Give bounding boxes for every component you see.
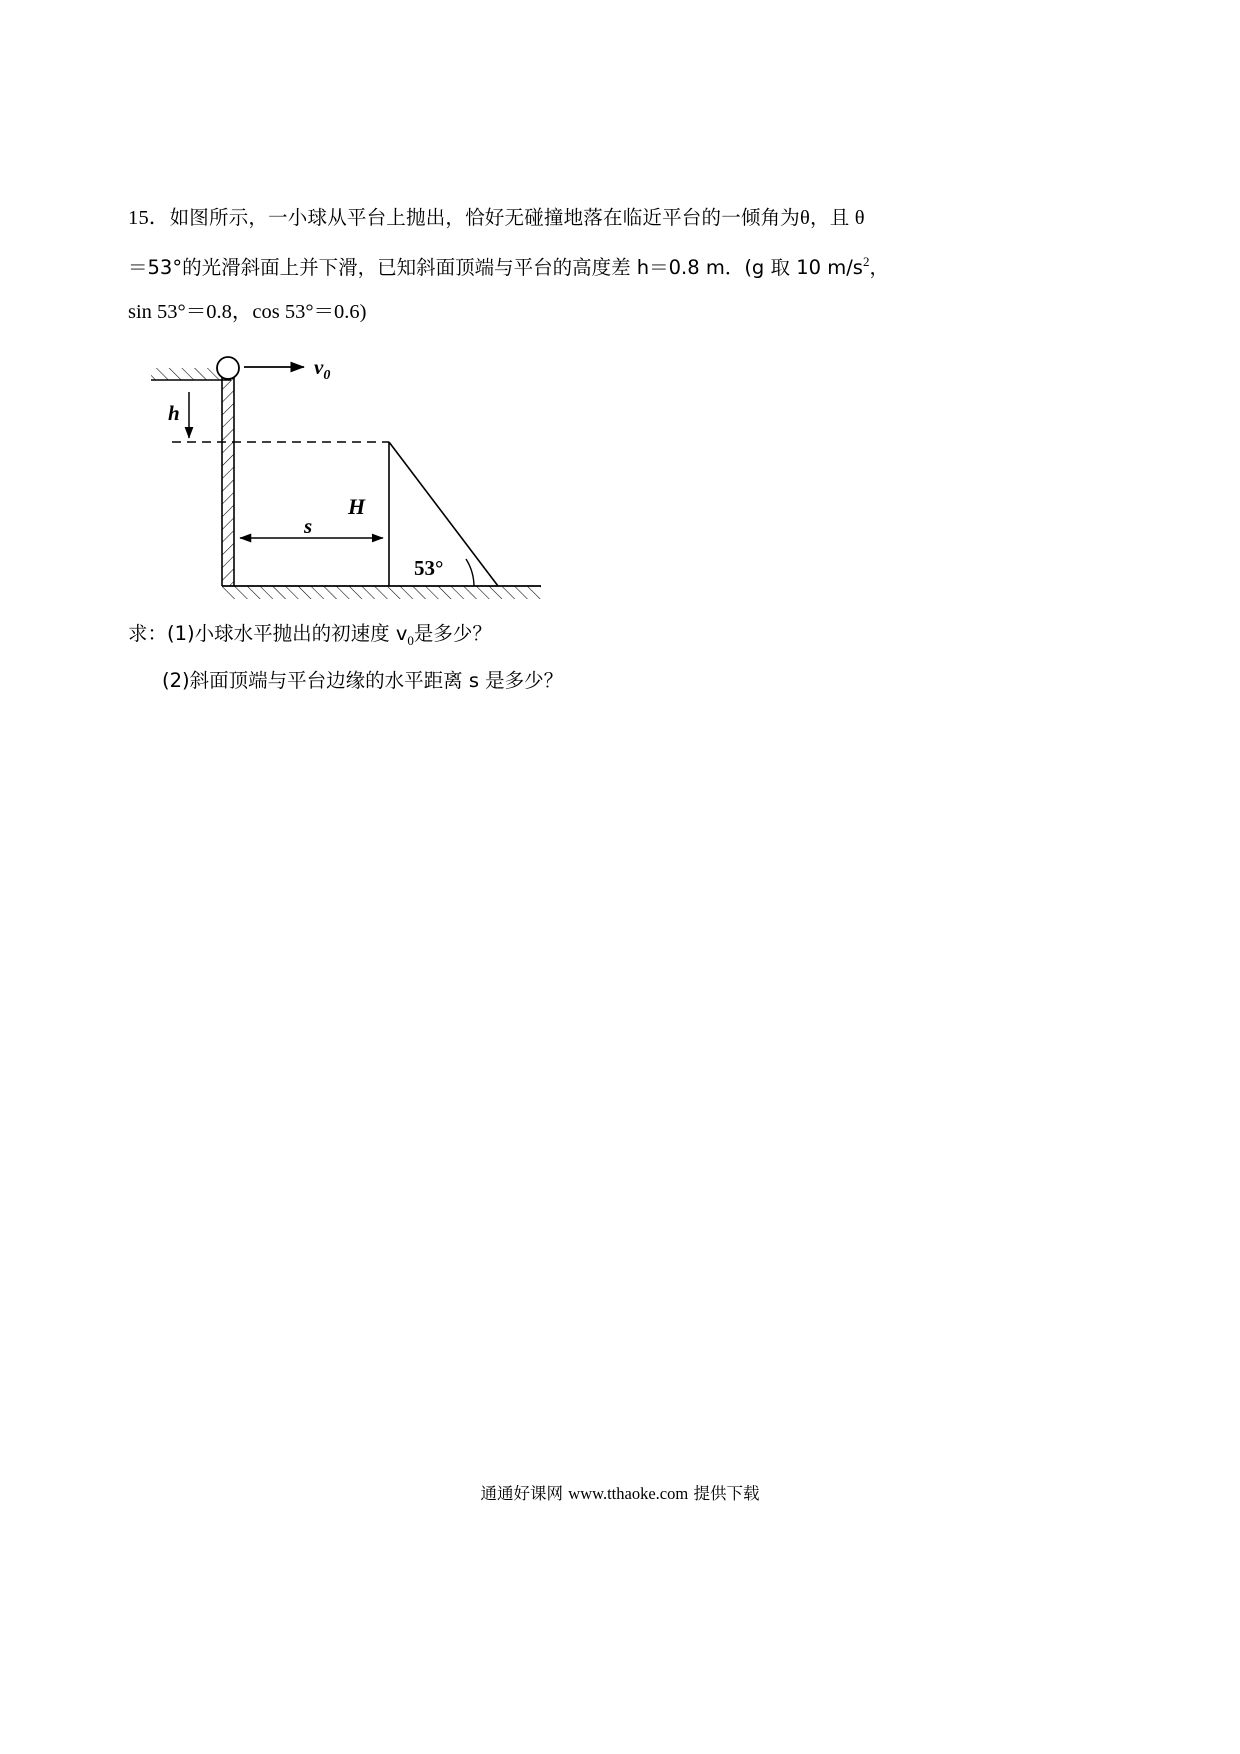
- theta-symbol-2: θ: [854, 207, 865, 229]
- ask-item-1-sub: 0: [407, 632, 414, 648]
- question-line-2: [128, 240, 1028, 290]
- question-line-2-comma: ，: [869, 255, 889, 279]
- ask-line-1: [128, 614, 1028, 661]
- angle-arc: [466, 559, 474, 586]
- platform-wall-hatch: [222, 374, 234, 586]
- ask-item-1-text: (1)小球水平抛出的初速度 v: [167, 621, 408, 645]
- ask-item-1-tail: 是多少？: [413, 621, 492, 645]
- physics-figure: [136, 348, 556, 600]
- footer-site-name: 通通好课网: [480, 1484, 564, 1503]
- question-line-2-text: ＝53°的光滑斜面上并下滑，已知斜面顶端与平台的高度差 h＝0.8 m．(g 取 10 m/s: [128, 255, 863, 279]
- footer-url: www.tthaoke.com: [568, 1484, 689, 1503]
- label-s: s: [304, 513, 313, 538]
- label-v0: $v_0$: [314, 354, 331, 383]
- question-line-3: [128, 290, 1028, 334]
- label-H: H: [348, 493, 366, 519]
- theta-symbol-1: θ: [800, 207, 811, 229]
- figure-svg: [136, 348, 556, 600]
- question-block: [128, 196, 1028, 334]
- question-content: [128, 196, 1028, 701]
- unit-exponent: 2: [862, 254, 870, 269]
- question-line-1-mid: ，且: [810, 206, 850, 229]
- question-number: 15．: [128, 207, 170, 229]
- ball-icon: [217, 357, 239, 379]
- ask-line-2: [162, 661, 1028, 701]
- ask-prefix: 求：: [128, 621, 168, 645]
- label-h: h: [168, 400, 180, 425]
- footer-suffix: 提供下载: [693, 1484, 760, 1503]
- ground-hatch: [222, 586, 541, 599]
- label-angle: 53°: [414, 555, 444, 580]
- page-footer: [0, 1480, 1240, 1504]
- question-line-1-text: 如图所示，一小球从平台上抛出，恰好无碰撞地落在临近平台的一倾角为: [169, 206, 801, 229]
- question-line-3-text: sin 53°＝0.8，cos 53°＝0.6): [128, 300, 367, 323]
- incline-slope: [389, 442, 498, 586]
- ask-block: [128, 614, 1028, 701]
- ask-item-2-text: (2)斜面顶端与平台边缘的水平距离 s 是多少？: [162, 668, 564, 692]
- question-line-1: [128, 196, 1028, 240]
